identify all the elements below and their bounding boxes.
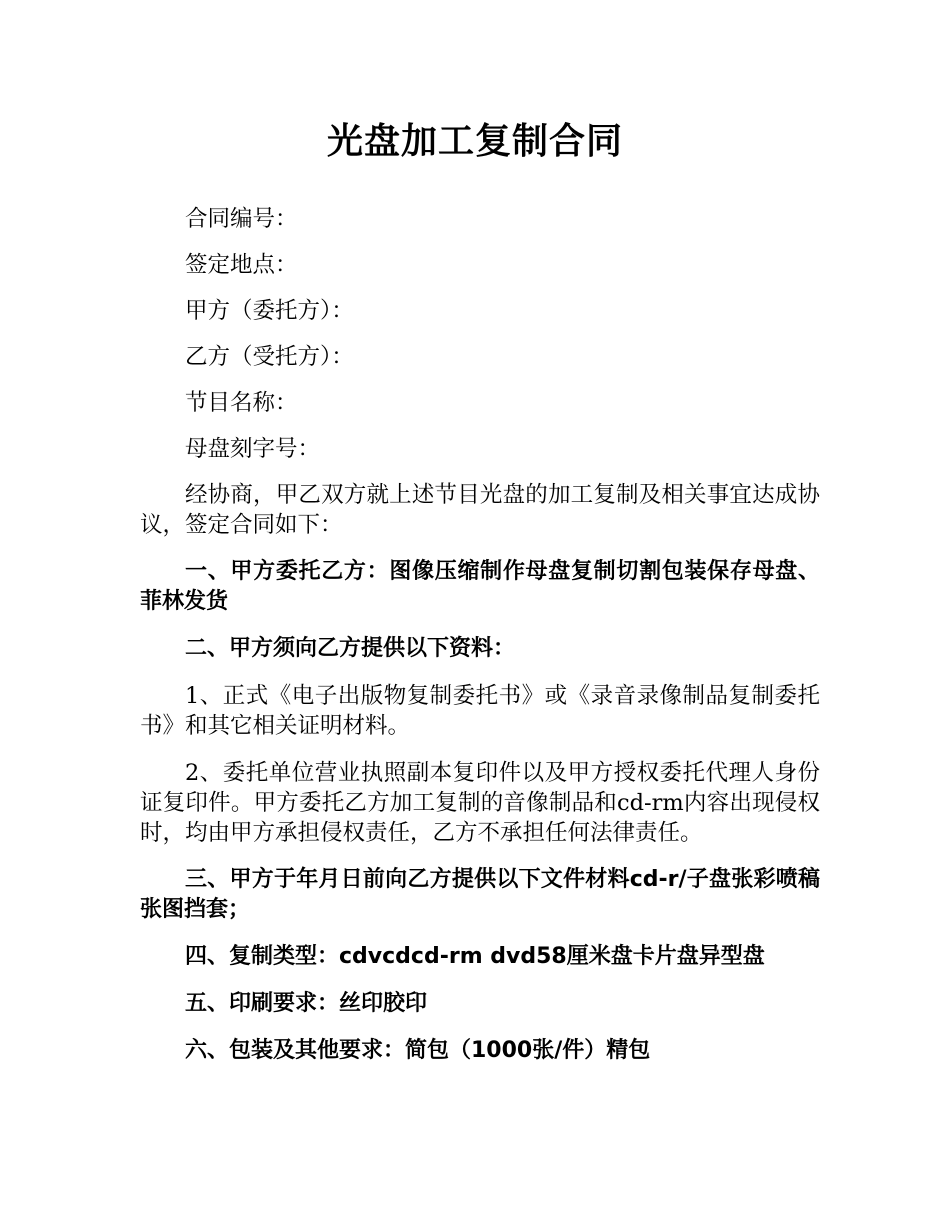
section-6: 六、包装及其他要求：简包（1000张/件）精包 [185, 1038, 651, 1063]
field-signing-place: 签定地点： [185, 252, 298, 278]
field-contract-number: 合同编号： [185, 206, 298, 232]
intro-paragraph: 经协商，甲乙双方就上述节目光盘的加工复制及相关事宜达成协议，签定合同如下： [140, 482, 820, 538]
section-2-item-2: 2、委托单位营业执照副本复印件以及甲方授权委托代理人身份证复印件。甲方委托乙方加工复制的音像制品和cd-rm内容出现侵权时，均由甲方承担侵权责任，乙方不承担任何法律责任。 [140, 760, 820, 846]
field-program-name: 节目名称： [185, 390, 298, 416]
section-3: 三、甲方于年月日前向乙方提供以下文件材料cd-r/子盘张彩喷稿张图挡套； [140, 867, 820, 922]
section-5: 五、印刷要求：丝印胶印 [185, 991, 428, 1016]
field-party-a: 甲方（委托方）： [185, 298, 354, 324]
section-4: 四、复制类型：cdvcdcd-rm dvd58厘米盘卡片盘异型盘 [185, 944, 765, 969]
section-2: 二、甲方须向乙方提供以下资料： [185, 636, 516, 661]
field-party-b: 乙方（受托方）： [185, 344, 354, 370]
field-master-disc-number: 母盘刻字号： [185, 436, 321, 462]
document-title: 光盘加工复制合同 [326, 121, 623, 162]
document-body [140, 200, 820, 1066]
section-2-item-1: 1、正式《电子出版物复制委托书》或《录音录像制品复制委托书》和其它相关证明材料。 [140, 683, 820, 739]
section-1: 一、甲方委托乙方：图像压缩制作母盘复制切割包装保存母盘、菲林发货 [140, 559, 820, 614]
